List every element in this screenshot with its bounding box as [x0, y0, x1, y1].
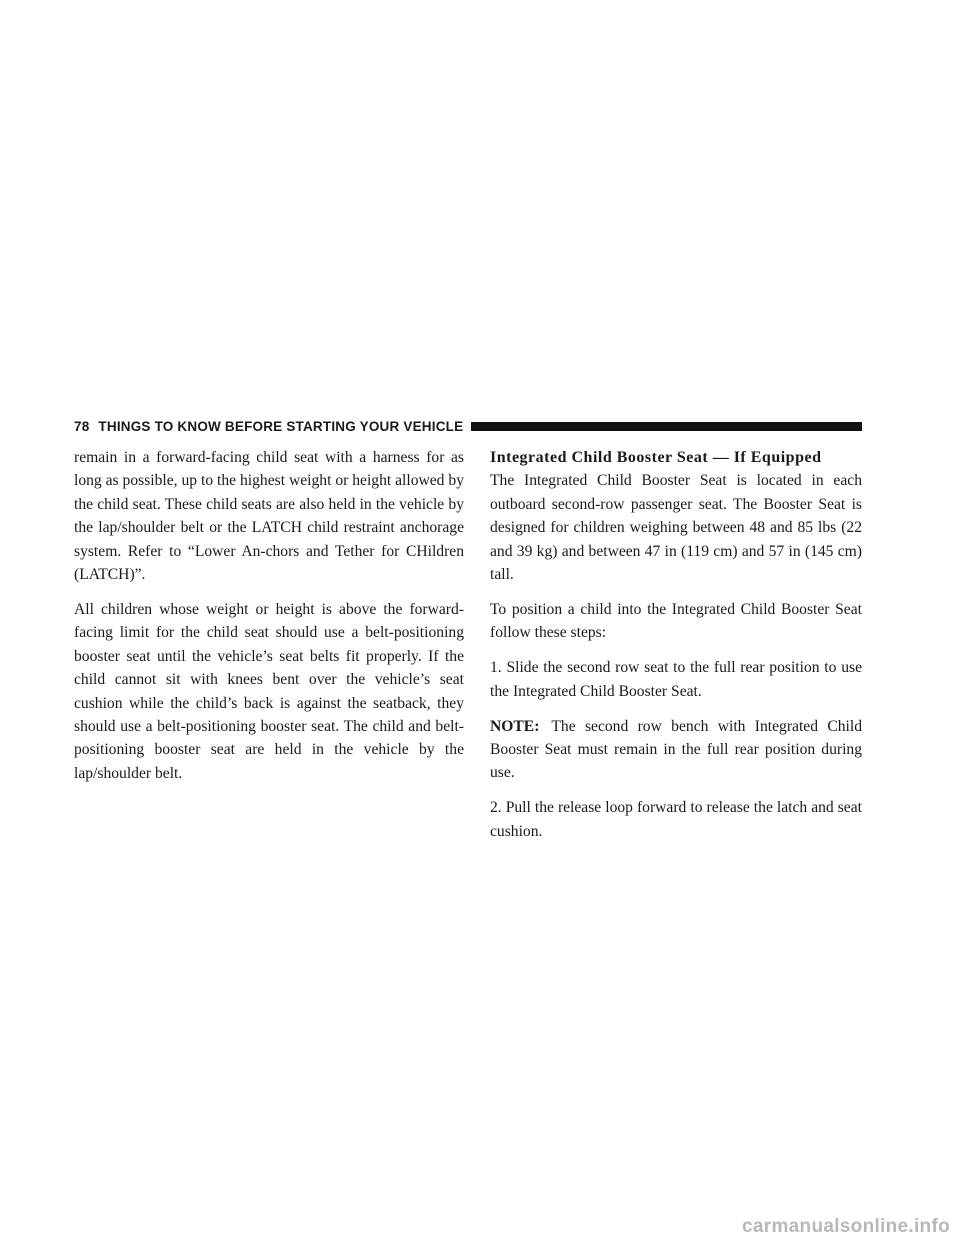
note: [490, 715, 862, 785]
watermark: carmanualsonline.info: [742, 1216, 950, 1237]
page-number: 78: [74, 418, 90, 434]
step-1: 1. Slide the second row seat to the full rear position to use the Integrated Child Booster Seat.: [490, 659, 862, 700]
paragraph-lead-in: To position a child into the Integrated Child Booster Seat follow these steps:: [490, 600, 862, 642]
header-rule: [471, 422, 862, 431]
step-2: 2. Pull the release loop forward to release the latch and seat cushion.: [490, 799, 862, 840]
page-header: [74, 415, 862, 437]
note-label: NOTE:: [490, 717, 540, 735]
note-text: The second row bench with Integrated Child Booster Seat must remain in the full rear position during use.: [490, 717, 862, 782]
section-heading: Integrated Child Booster Seat — If Equipped: [490, 449, 822, 466]
left-column: [74, 446, 464, 797]
paragraph-forward-facing: remain in a forward-facing child seat with a harness for as long as possible, up to the highest weight or height allowed by the child seat. These child seats are also held in the vehicle by the lap/shoulder belt or the LATCH child restraint anchorage system. Refer to “Lower An-chors and Tether for CHildren (LATCH)”.: [74, 449, 464, 584]
section-title: THINGS TO KNOW BEFORE STARTING YOUR VEHICLE: [98, 418, 464, 434]
paragraph-intro: The Integrated Child Booster Seat is located in each outboard second-row passenger seat. The Booster Seat is designed for children weighing between 48 and 85 lbs (22 and 39 kg) and between 47 in (119 cm) and 57 in (145 cm) tall.: [490, 472, 862, 584]
paragraph-booster-seat: All children whose weight or height is above the forward-facing limit for the child seat should use a belt-positioning booster seat until the vehicle’s seat belts fit properly. If the child cannot sit with knees bent over the vehicle’s seat cushion while the child’s back is against the seatback, they should use a belt-positioning booster seat. The child and belt-positioning booster seat are held in the vehicle by the lap/shoulder belt.: [74, 600, 464, 782]
right-column: [490, 446, 862, 855]
